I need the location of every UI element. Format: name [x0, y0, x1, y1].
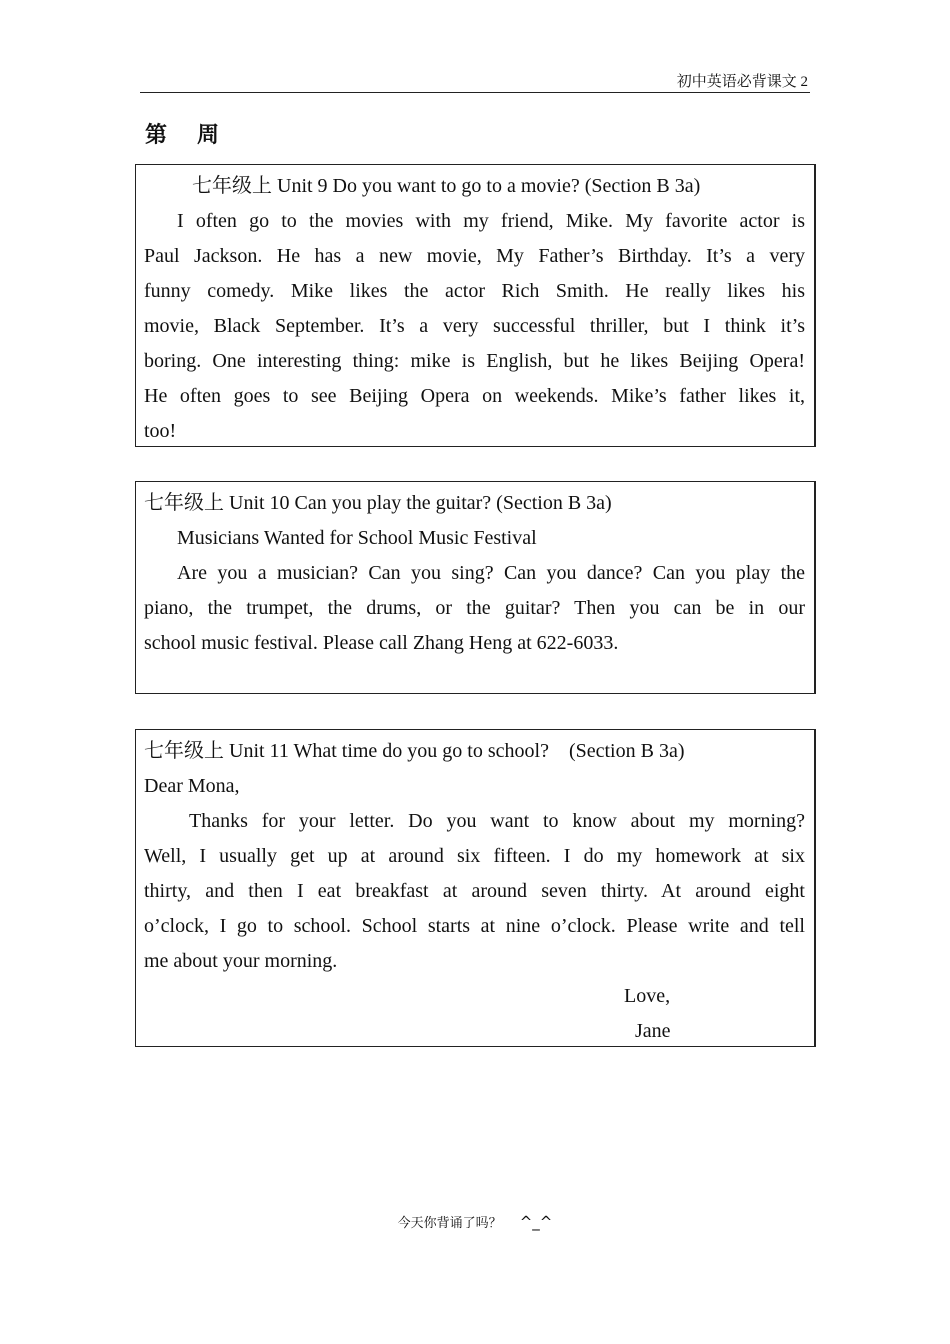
footer-text: 今天你背诵了吗？ — [397, 1215, 502, 1230]
unit10-line-1: Are you a musician? Can you sing? Can you dance? Can you play the — [177, 562, 805, 584]
unit9-line-4: movie, Black September. It’s a very successful thriller, but I think it’s — [144, 315, 805, 337]
unit9-line-2: Paul Jackson. He has a new movie, My Father’s Birthday. It’s a very — [144, 245, 805, 267]
week-heading — [145, 118, 249, 149]
week-char-2: 周 — [197, 123, 220, 148]
unit10-line-2: piano, the trumpet, the drums, or the guitar? Then you can be in our — [144, 597, 805, 619]
unit11-line-2: Well, I usually get up at around six fifteen. I do my homework at six — [144, 845, 805, 867]
unit9-line-6: He often goes to see Beijing Opera on weekends. Mike’s father likes it, — [144, 385, 805, 407]
unit9-line-3: funny comedy. Mike likes the actor Rich Smith. He really likes his — [144, 280, 805, 302]
unit11-title: 七年级上 Unit 11 What time do you go to school? (Section B 3a) — [144, 740, 685, 762]
unit9-line-1: I often go to the movies with my friend, Mike. My favorite actor is — [177, 210, 805, 232]
unit9-box — [135, 164, 816, 447]
unit10-box — [135, 481, 816, 694]
page-header — [140, 68, 810, 93]
header-text: 初中英语必背课文 2 — [676, 74, 808, 90]
unit9-title: 七年级上 Unit 9 Do you want to go to a movie? (Section B 3a) — [192, 175, 701, 197]
footer-face: ^_^ — [519, 1213, 553, 1231]
unit9-line-7: too! — [144, 420, 177, 442]
unit10-subtitle: Musicians Wanted for School Music Festival — [177, 527, 537, 549]
unit11-line-4: o’clock, I go to school. School starts at nine o’clock. Please write and tell — [144, 915, 805, 937]
unit11-box — [135, 729, 816, 1047]
unit11-line-3: thirty, and then I eat breakfast at around seven thirty. At around eight — [144, 880, 805, 902]
unit10-line-3: school music festival. Please call Zhang Heng at 622-6033. — [144, 632, 619, 654]
page-footer — [0, 1212, 950, 1231]
unit11-signature: Jane — [635, 1020, 671, 1042]
unit11-closing: Love, — [624, 985, 671, 1007]
unit11-line-5: me about your morning. — [144, 950, 338, 972]
week-char-1: 第 — [145, 123, 168, 148]
unit11-line-1: Thanks for your letter. Do you want to know about my morning? — [189, 810, 805, 832]
unit10-title: 七年级上 Unit 10 Can you play the guitar? (Section B 3a) — [144, 492, 612, 514]
unit9-line-5: boring. One interesting thing: mike is English, but he likes Beijing Opera! — [144, 350, 805, 372]
unit11-greeting: Dear Mona, — [144, 775, 240, 797]
